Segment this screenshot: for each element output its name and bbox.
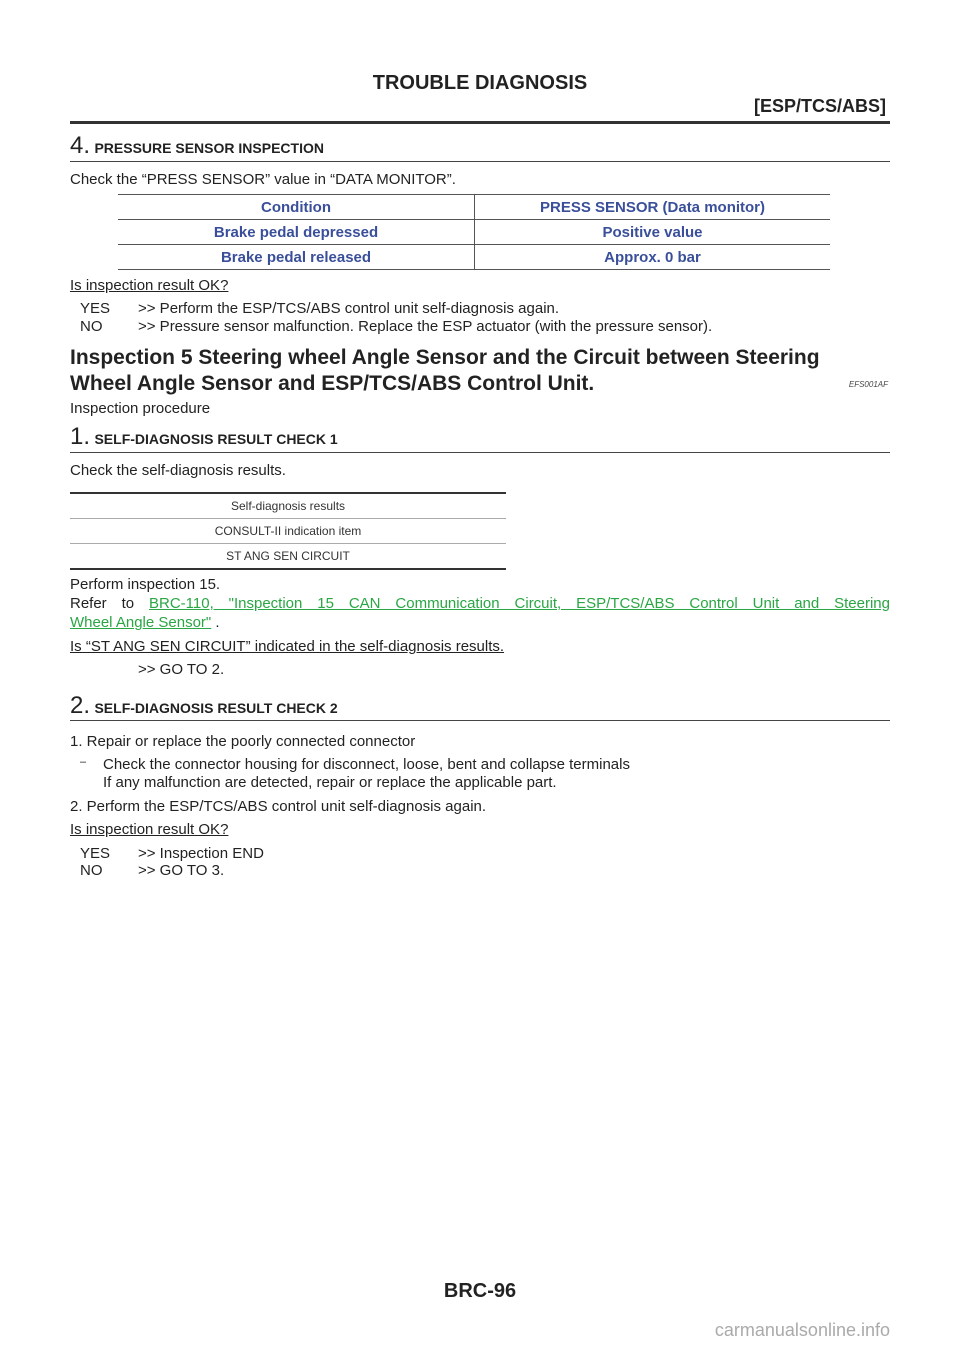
table-row	[70, 519, 506, 544]
section-intro: Inspection procedure	[70, 400, 211, 417]
step2-yes-label: YES	[80, 845, 111, 862]
step4-rule	[70, 161, 890, 162]
table-row	[70, 493, 506, 519]
step2-sub1: Check the connector housing for disconnect, loose, bent and collapse terminals	[103, 756, 630, 773]
step1-refer-line2	[70, 614, 220, 631]
table-cell: Positive value	[475, 220, 831, 245]
step1-number: 1.	[70, 423, 91, 450]
table-cell: Brake pedal released	[118, 245, 475, 270]
section-heading-line1: Inspection 5 Steering wheel Angle Sensor and the Circuit between Steering	[70, 346, 820, 369]
table-header-cell: PRESS SENSOR (Data monitor)	[475, 195, 831, 220]
self-diagnosis-table	[70, 492, 506, 570]
step1-question: Is “ST ANG SEN CIRCUIT” indicated in the self-diagnosis results.	[70, 638, 505, 655]
table-header-cell: Condition	[118, 195, 475, 220]
table-cell: Brake pedal depressed	[118, 220, 475, 245]
step2-dash: –	[80, 756, 87, 768]
page-number: BRC-96	[443, 1280, 517, 1302]
step1-heading	[70, 423, 338, 451]
step1-goto: >> GO TO 2.	[138, 661, 225, 678]
step2-question: Is inspection result OK?	[70, 821, 229, 838]
step2-rule	[70, 720, 890, 721]
table-row	[70, 544, 506, 570]
step4-number: 4.	[70, 132, 91, 159]
step2-sub2: If any malfunction are detected, repair or replace the applicable part.	[103, 774, 557, 791]
step2-item2: 2. Perform the ESP/TCS/ABS control unit self-diagnosis again.	[70, 798, 487, 815]
step2-title: SELF-DIAGNOSIS RESULT CHECK 2	[94, 700, 338, 716]
step4-yes-text: >> Perform the ESP/TCS/ABS control unit self-diagnosis again.	[138, 300, 560, 317]
step2-yes-text: >> Inspection END	[138, 845, 264, 862]
step1-title: SELF-DIAGNOSIS RESULT CHECK 1	[94, 431, 338, 447]
page-title: TROUBLE DIAGNOSIS	[372, 72, 588, 94]
step4-yes-label: YES	[80, 300, 111, 317]
reference-link-cont[interactable]: Wheel Angle Sensor"	[70, 614, 212, 631]
table-cell: CONSULT-II indication item	[70, 519, 506, 544]
page-subtitle: [ESP/TCS/ABS]	[753, 96, 886, 116]
refer-suffix: .	[215, 614, 220, 631]
step1-rule	[70, 452, 890, 453]
step2-no-text: >> GO TO 3.	[138, 862, 225, 879]
table-cell: Self-diagnosis results	[70, 493, 506, 519]
step2-number: 2.	[70, 692, 91, 719]
table-cell: Approx. 0 bar	[475, 245, 831, 270]
step1-text: Check the self-diagnosis results.	[70, 462, 286, 479]
table-row	[118, 245, 830, 270]
reference-link[interactable]: BRC-110, "Inspection 15 CAN Communication Circuit, ESP/TCS/ABS Control Unit and Steering	[149, 595, 890, 612]
step2-item1: 1. Repair or replace the poorly connected connector	[70, 733, 416, 750]
section-heading-line2: Wheel Angle Sensor and ESP/TCS/ABS Control Unit.	[70, 372, 595, 395]
step1-perform: Perform inspection 15.	[70, 576, 221, 593]
header-rule	[70, 121, 890, 124]
refer-prefix: Refer to	[70, 595, 135, 612]
step2-heading	[70, 692, 338, 720]
step4-no-text: >> Pressure sensor malfunction. Replace the ESP actuator (with the pressure sensor).	[138, 318, 713, 335]
watermark: carmanualsonline.info	[714, 1320, 890, 1340]
reference-code: EFS001AF	[848, 380, 888, 389]
table-header-row	[118, 195, 830, 220]
table-row	[118, 220, 830, 245]
step1-refer-line1	[70, 595, 890, 612]
step2-no-label: NO	[80, 862, 103, 879]
pressure-sensor-table	[118, 194, 830, 270]
table-cell: ST ANG SEN CIRCUIT	[70, 544, 506, 570]
step4-heading	[70, 132, 324, 160]
step4-title: PRESSURE SENSOR INSPECTION	[94, 140, 324, 156]
step4-no-label: NO	[80, 318, 103, 335]
step4-question: Is inspection result OK?	[70, 277, 229, 294]
step4-text: Check the “PRESS SENSOR” value in “DATA MONITOR”.	[70, 171, 456, 188]
